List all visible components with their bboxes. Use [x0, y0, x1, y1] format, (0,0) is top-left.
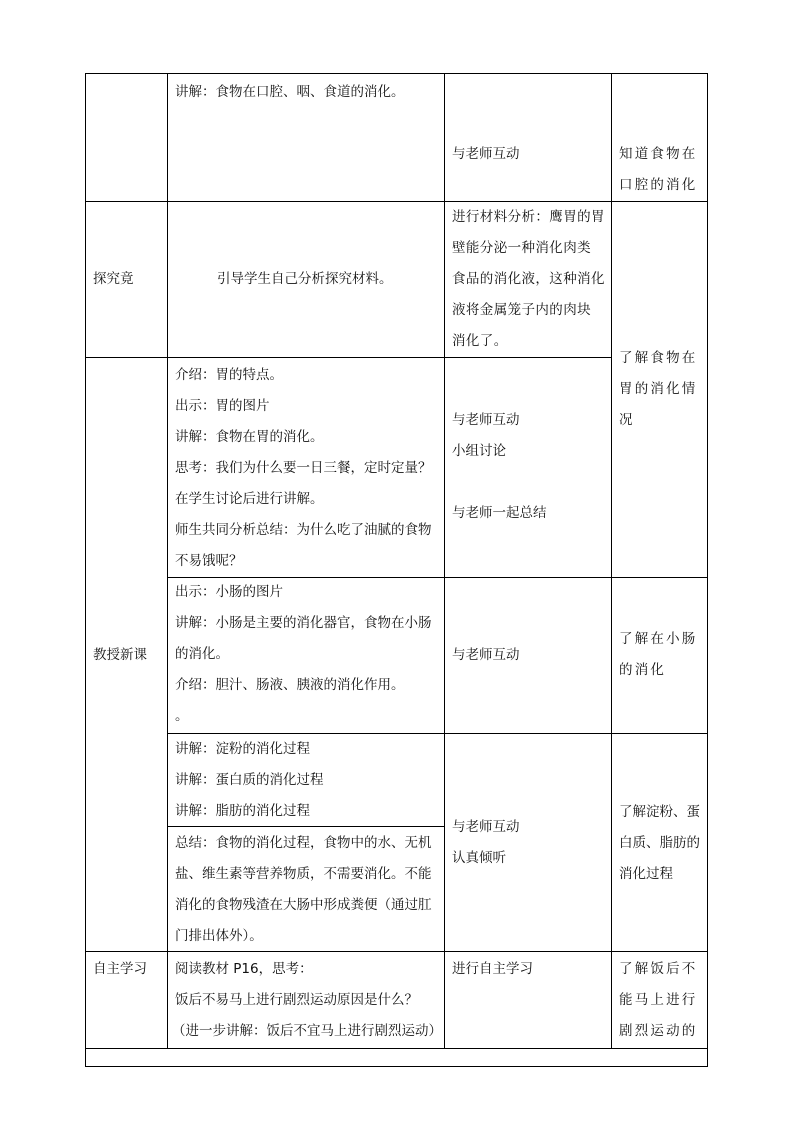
row5-objective: 了解淀粉、蛋 白质、脂肪的 消化过程: [619, 804, 700, 882]
row3-content: 介绍：胃的特点。 出示：胃的图片 讲解：食物在胃的消化。 思考：我们为什么要一日三餐，定时定量？ 在学生讨论后进行讲解。 师生共同分析总结：为什么吃了油腻的食物 不易饿呢？: [175, 367, 432, 569]
row4-content: 出示：小肠的图片 讲解：小肠是主要的消化器官，食物在小肠 的消化。 介绍：胆汁、肠液、胰液的消化作用。 。: [175, 584, 432, 724]
row2-stage: 探究竟: [93, 271, 134, 287]
column-divider: [444, 73, 445, 1048]
row6-student: 进行自主学习: [452, 961, 533, 977]
row5-student: 与老师互动 认真倾听: [452, 819, 520, 866]
row1-objective: 知道食物在 口腔的消化: [619, 146, 698, 193]
column-divider: [611, 73, 612, 1048]
row4-student: 与老师互动: [452, 647, 520, 663]
row6-objective: 了解饭后不 能马上进行 剧烈运动的: [619, 961, 698, 1039]
row-divider: [85, 357, 611, 358]
row5-content-b: 总结：食物的消化过程，食物中的水、无机 盐、维生素等营养物质，不需要消化。不能 消化的食物残渣在大肠中形成粪便（通过肛 门排出体外）。: [175, 835, 432, 944]
row2-content: 引导学生自己分析探究材料。: [217, 271, 393, 287]
row6-stage: 自主学习: [93, 961, 147, 977]
row-divider: [85, 201, 708, 202]
row1-content: 讲解：食物在口腔、咽、食道的消化。: [175, 84, 405, 100]
row5-content-a: 讲解：淀粉的消化过程 讲解：蛋白质的消化过程 讲解：脂肪的消化过程: [175, 741, 324, 819]
row6-content: 阅读教材 P16，思考： 饭后不易马上进行剧烈运动原因是什么？ （进一步讲解：饭后不宜马上进行剧烈运动）: [172, 961, 442, 1039]
stomach-objective: 了解食物在 胃的消化情 况: [619, 350, 698, 428]
row4-objective: 了解在小肠 的消化: [619, 631, 698, 678]
row2-student: 进行材料分析：鹰胃的胃 壁能分泌一种消化肉类 食品的消化液，这种消化 液将金属笼子内的肉块 消化了。: [452, 209, 605, 349]
column-divider: [167, 73, 168, 1048]
row3-student: 与老师互动 小组讨论 与老师一起总结: [452, 412, 547, 521]
row4-stage: 教授新课: [93, 647, 147, 663]
row1-student: 与老师互动: [452, 146, 520, 162]
row-divider: [85, 1048, 708, 1049]
